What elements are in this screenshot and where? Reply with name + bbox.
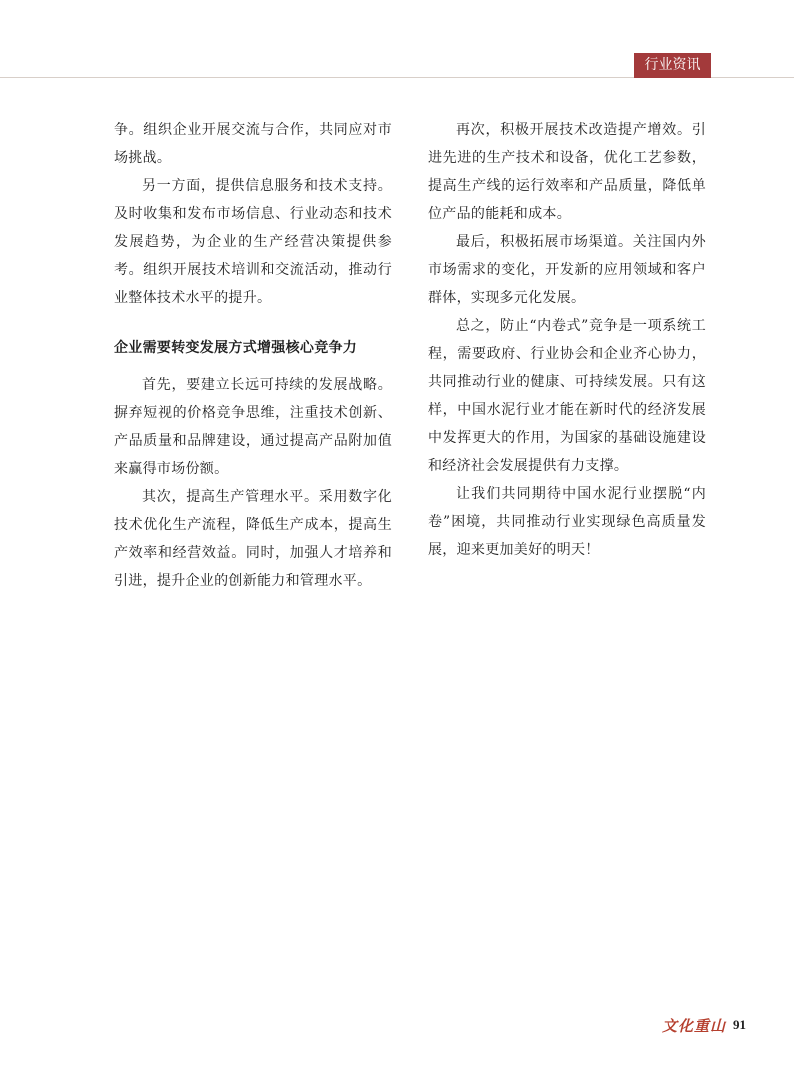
paragraph: 争。组织企业开展交流与合作，共同应对市场挑战。 [114,122,392,166]
paragraph: 再次，积极开展技术改造提产增效。引进先进的生产技术和设备，优化工艺参数，提高生产线的运行效率和产品质量，降低单位产品的能耗和成本。 [428,122,706,222]
paragraph: 最后，积极拓展市场渠道。关注国内外市场需求的变化，开发新的应用领域和客户群体，实现多元化发展。 [428,234,706,306]
paragraph: 另一方面，提供信息服务和技术支持。及时收集和发布市场信息、行业动态和技术发展趋势，为企业的生产经营决策提供参考。组织开展技术培训和交流活动，推动行业整体技术水平的提升。 [114,178,392,306]
page-number: 91 [733,1017,747,1032]
paragraph: 总之，防止“内卷式”竞争是一项系统工程，需要政府、行业协会和企业齐心协力，共同推动行业的健康、可持续发展。只有这样，中国水泥行业才能在新时代的经济发展中发挥更大的作用，为国家的基础设施建设和经济社会发展提供有力支撑。 [428,318,706,474]
paragraph: 其次，提高生产管理水平。采用数字化技术优化生产流程，降低生产成本，提高生产效率和经营效益。同时，加强人才培养和引进，提升企业的创新能力和管理水平。 [114,489,392,589]
section-heading: 企业需要转变发展方式增强核心竞争力 [114,340,358,356]
magazine-logo: 文化重山 [662,1016,727,1035]
section-tag: 行业资讯 [634,53,711,78]
page-footer [662,1013,746,1037]
left-column [114,116,392,595]
paragraph: 让我们共同期待中国水泥行业摆脱“内卷”困境，共同推动行业实现绿色高质量发展，迎来更加美好的明天！ [428,486,706,558]
right-column [428,116,706,564]
paragraph: 首先，要建立长远可持续的发展战略。摒弃短视的价格竞争思维，注重技术创新、产品质量和品牌建设，通过提高产品附加值来赢得市场份额。 [114,377,392,477]
